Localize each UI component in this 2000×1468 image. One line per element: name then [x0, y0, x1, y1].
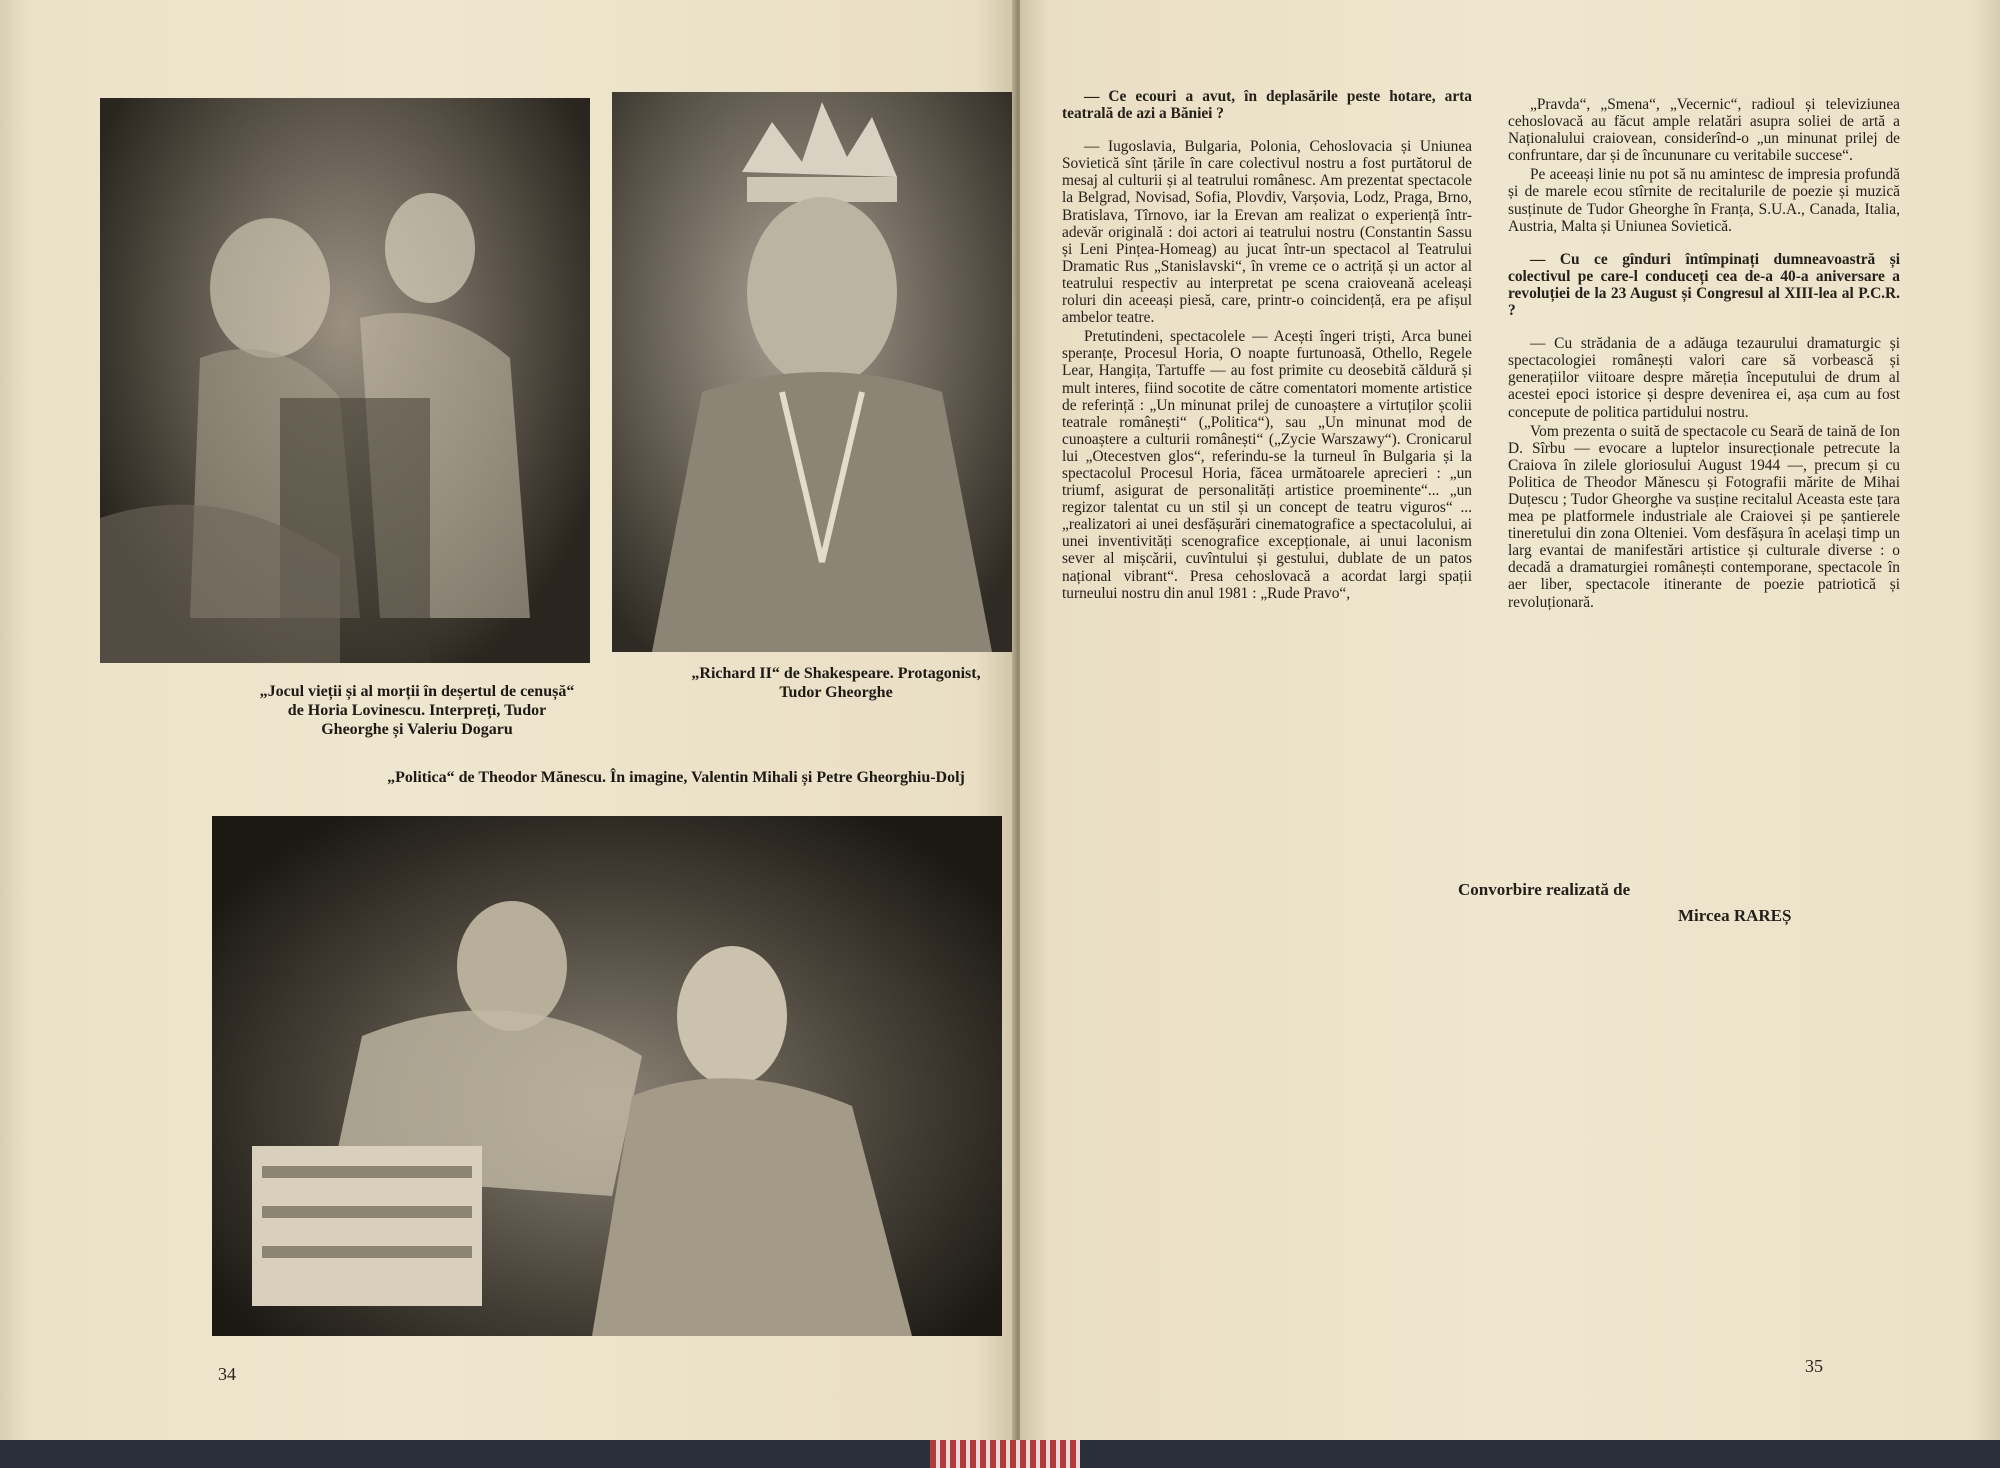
interview-question: — Ce ecouri a avut, în deplasările peste hotare, arta teatrală de azi a Băniei ? [1062, 88, 1472, 123]
paragraph: Pe aceeași linie nu pot să nu amintesc de impresia profundă și de marele ecou stîrnite de recitalurile de poezie și muzică susținute de Tudor Gheorghe în Franța, S.U.A., Canada, Italia, Austria, Malta și Uniunea Sovietică. [1508, 166, 1900, 235]
interviewer-name: Mircea RAREȘ [1678, 906, 1792, 925]
caption-jocul-vietii: „Jocul vieții și al morții în deșertul de cenușă“ de Horia Lovinescu. Interpreți, Tudor Gheorghe și Valeriu Dogaru [259, 683, 575, 738]
text-column-1 [1062, 88, 1472, 604]
photo-richard-ii [612, 92, 1022, 652]
paragraph: — Iugoslavia, Bulgaria, Polonia, Cehoslovacia și Uniunea Sovietică sînt țările în care colectivul nostru a fost purtătorul de mesaj al culturii și al teatrului românesc. Am prezentat spectacole la Belgrad, Novisad, Sofia, Plovdiv, Varșovia, Lodz, Praga, Brno, Bratislava, Tîrnovo, iar la Erevan am realizat o experiență într-adevăr originală : doi actori ai teatrului nostru (Constantin Sassu și Leni Pințea-Homeag) au jucat într-un spectacol al Teatrului Dramatic Rus „Stanislavski“, în vreme ce o actriță și un actor al teatrului respectiv au interpretat pe scena craioveană aceleași roluri din aceeași piesă, care, printr-o coincidență, era pe afișul ambelor teatre. [1062, 138, 1472, 327]
caption-politica: „Politica“ de Theodor Mănescu. În imagine, Valentin Mihali și Petre Gheorghiu-Dolj [387, 769, 965, 786]
page-number-right: 35 [1805, 1356, 1823, 1376]
caption-richard-ii: „Richard II“ de Shakespeare. Protagonist, Tudor Gheorghe [691, 665, 981, 701]
text-column-2 [1508, 96, 1900, 613]
paragraph: „Pravda“, „Smena“, „Vecernic“, radioul și televiziunea cehoslovacă au făcut ample relatări asupra soliei de artă a Naționalului craiovean, considerînd-o „un minunat prilej de confruntare, dar și de încununare cu veritabile succese“. [1508, 96, 1900, 165]
paragraph: — Cu strădania de a adăuga tezaurului dramaturgic și spectacologiei românești valori care să vorbească și generațiilor viitoare despre măreția începutului de drum al acestei epoci istorice și despre devenirea ei, așa cum au fost concepute de politica partidului nostru. [1508, 335, 1900, 421]
paragraph: Pretutindeni, spectacolele — Acești îngeri triști, Arca bunei speranțe, Procesul Horia, O noapte furtunoasă, Othello, Regele Lear, Hangița, Tartuffe — au fost primite cu deosebită căldură și mult interes, fiind socotite de către comentatori momente artistice de referință : „Un minunat prilej de cunoaștere a virtuților școlii teatrale românești“ („Politica“), sau „Un minunat mod de cunoaștere a culturii românești“ („Zycie Warszawy“). Cronicarul lui „Otecestven glos“, referindu-se la turneul în Bulgaria și la spectacolul Procesul Horia, făcea următoarele aprecieri : „un triumf, asigurat de personalități artistice proeminente“... „un regizor talentat cu un stil și un concept de teatru viguros“ ... „realizatori ai unei desfășurări cinematografice a spectacolului, ai unei inventivități scenografice excepționale, ai unui laconism sever al mișcării, cuvîntului și gestului, dublate de un patos național vibrant“. Presa cehoslovacă a acordat largi spații turneului nostru din anul 1981 : „Rude Pravo“, [1062, 328, 1472, 602]
left-page [0, 0, 1016, 1440]
paragraph: Vom prezenta o suită de spectacole cu Seară de taină de Ion D. Sîrbu — evocare a luptelor insurecționale petrecute la Craiova în zilele gloriosului August 1944 —, precum și cu Politica de Theodor Mănescu și Fotografii mărite de Mihai Duțescu ; Tudor Gheorghe va susține recitalul Aceasta este țara mea pe platformele industriale ale Craiovei și pe șantierele tineretului din zona Olteniei. Vom desfășura în același timp un larg evantai de manifestări artistice și culturale diverse : o decadă a dramaturgiei românești contemporane, spectacole în aer liber, spectacole itinerante de poezie patriotică și revoluționară. [1508, 422, 1900, 611]
photo-politica [212, 816, 1002, 1336]
interview-question: — Cu ce gînduri întîmpinați dumneavoastră și colectivul pe care-l conduceți cea de-a 40-a aniversare a revoluției de la 23 August și Congresul al XIII-lea al P.C.R. ? [1508, 250, 1900, 320]
page-number-left: 34 [218, 1364, 236, 1384]
photo-jocul-vietii [100, 98, 590, 663]
interview-credit: Convorbire realizată de [1458, 880, 1631, 899]
right-page [1020, 0, 2000, 1440]
bookmark-ribbon [930, 1440, 1080, 1468]
